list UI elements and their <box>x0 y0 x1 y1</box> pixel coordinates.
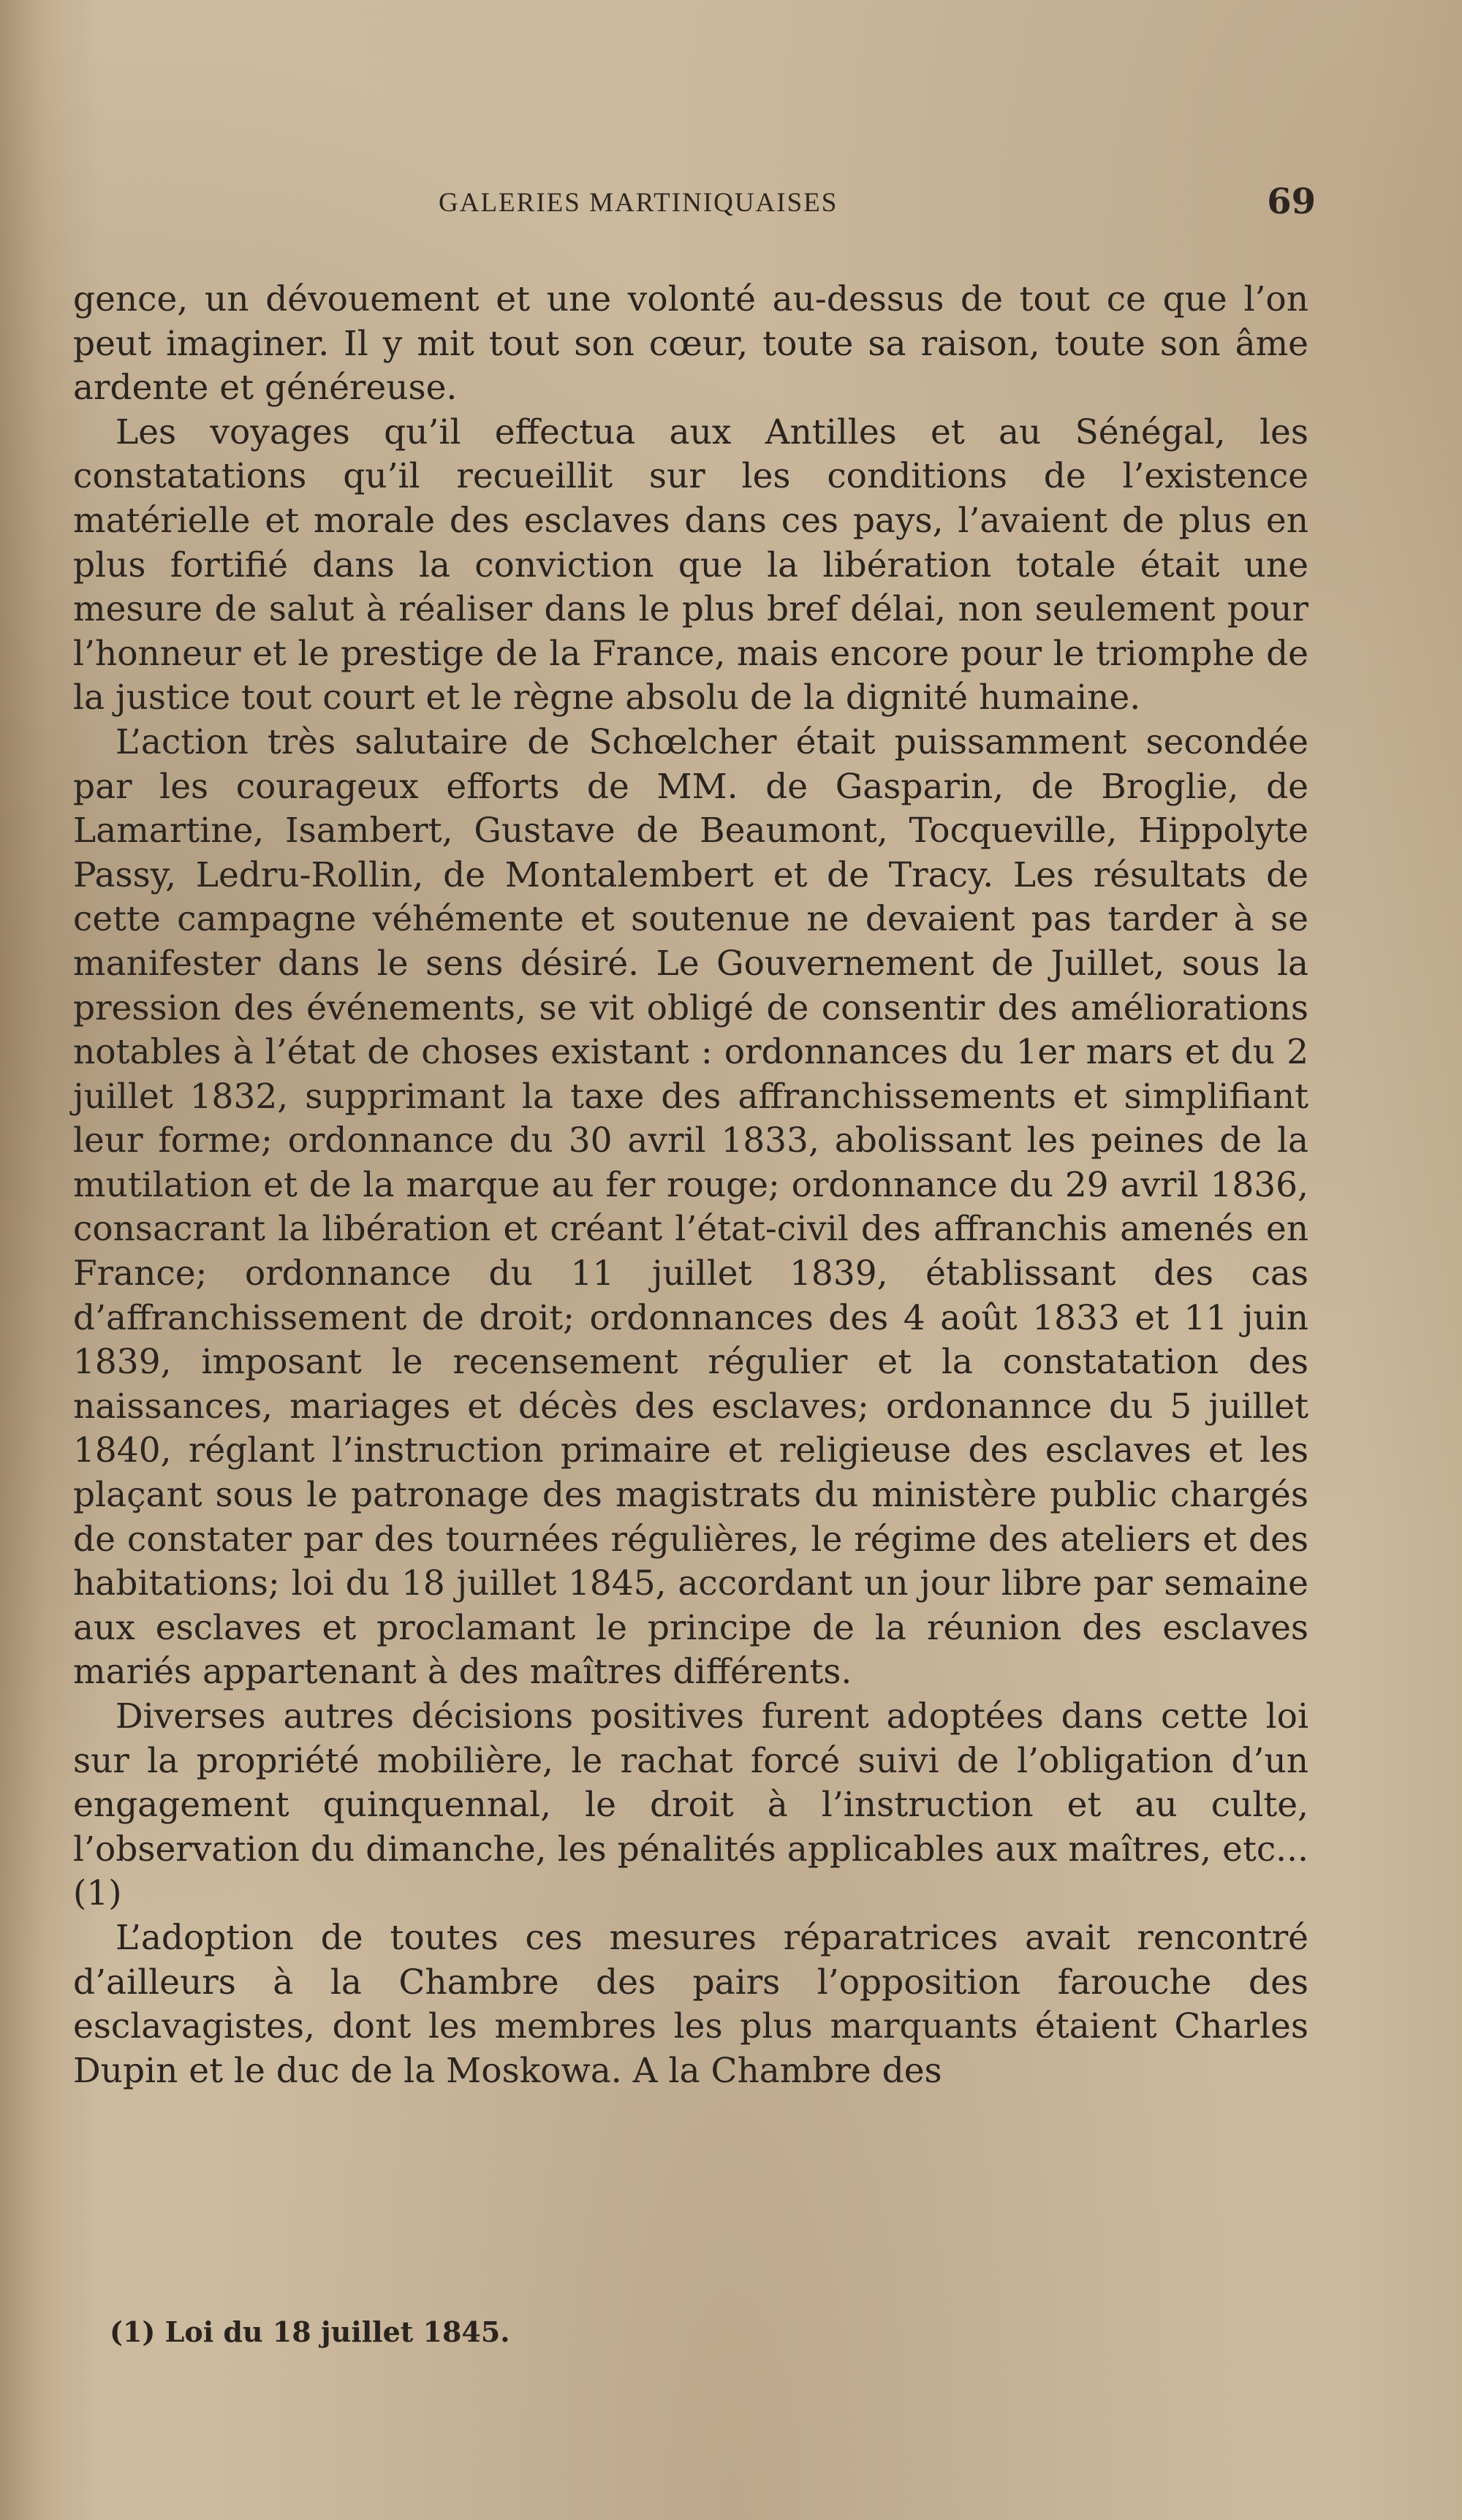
body-text <box>73 278 1308 2093</box>
paragraph-adoption: L’adoption de toutes ces mesures réparatrices avait rencontré d’ailleurs à la Chambre des pairs l’opposition farouche des esclavagistes, dont les membres les plus marquants étaient Charles Dupin et le duc de la Moskowa. A la Chambre des <box>73 1917 1308 2091</box>
paragraph-action: L’action très salutaire de Schœlcher était puissamment secondée par les courageux efforts de MM. de Gasparin, de Broglie, de Lamartine, Isambert, Gustave de Beaumont, Tocqueville, Hippolyte Passy, Ledru-Rollin, de Montalembert et de Tracy. Les résultats de cette campagne véhémente et soutenue ne devaient pas tarder à se manifester dans le sens désiré. Le Gouvernement de Juillet, sous la pression des événements, se vit obligé de consentir des améliorations notables à l’état de choses existant : ordonnances du 1er mars et du 2 juillet 1832, supprimant la taxe des affranchissements et simplifiant leur forme; ordonnance du 30 avril 1833, abolissant les peines de la mutilation et de la marque au fer rouge; ordonnance du 29 avril 1836, consacrant la libération et créant l’état-civil des affranchis amenés en France; ordonnance du 11 juillet 1839, établissant des cas d’affranchissement de droit; ordonnances des 4 août 1833 et 11 juin 1839, imposant le recensement régulier et la constatation des naissances, mariages et décès des esclaves; ordonannce du 5 juillet 1840, réglant l’instruction primaire et religieuse des esclaves et les plaçant sous le patronage des magistrats du ministère public chargés de constater par des tournées régulières, le régime des ateliers et des habitations; loi du 18 juillet 1845, accordant un jour libre par semaine aux esclaves et proclamant le principe de la réunion des esclaves mariés appartenant à des maîtres différents. <box>73 721 1308 1693</box>
page-number: 69 <box>1267 181 1316 222</box>
running-title: GALERIES MARTINIQUAISES <box>439 188 838 218</box>
paragraph-decisions: Diverses autres décisions positives furent adoptées dans cette loi sur la propriété mobilière, le rachat forcé suivi de l’obligation d’un engagement quinquennal, le droit à l’instruction et au culte, l’observation du dimanche, les pénalités applicables aux maîtres, etc... (1) <box>73 1696 1308 1914</box>
footnote: (1) Loi du 18 juillet 1845. <box>110 2315 510 2348</box>
running-header <box>73 181 1316 225</box>
paragraph-voyages: Les voyages qu’il effectua aux Antilles et au Sénégal, les constatations qu’il recueillit sur les conditions de l’existence matérielle et morale des esclaves dans ces pays, l’avaient de plus en plus fortifié dans la conviction que la libération totale était une mesure de salut à réaliser dans le plus bref délai, non seulement pour l’honneur et le prestige de la France, mais encore pour le triomphe de la justice tout court et le règne absolu de la dignité humaine. <box>73 411 1308 718</box>
paragraph-continuation: gence, un dévouement et une volonté au-dessus de tout ce que l’on peut imaginer. Il y mit tout son cœur, toute sa raison, toute son âme ardente et généreuse. <box>73 279 1308 409</box>
